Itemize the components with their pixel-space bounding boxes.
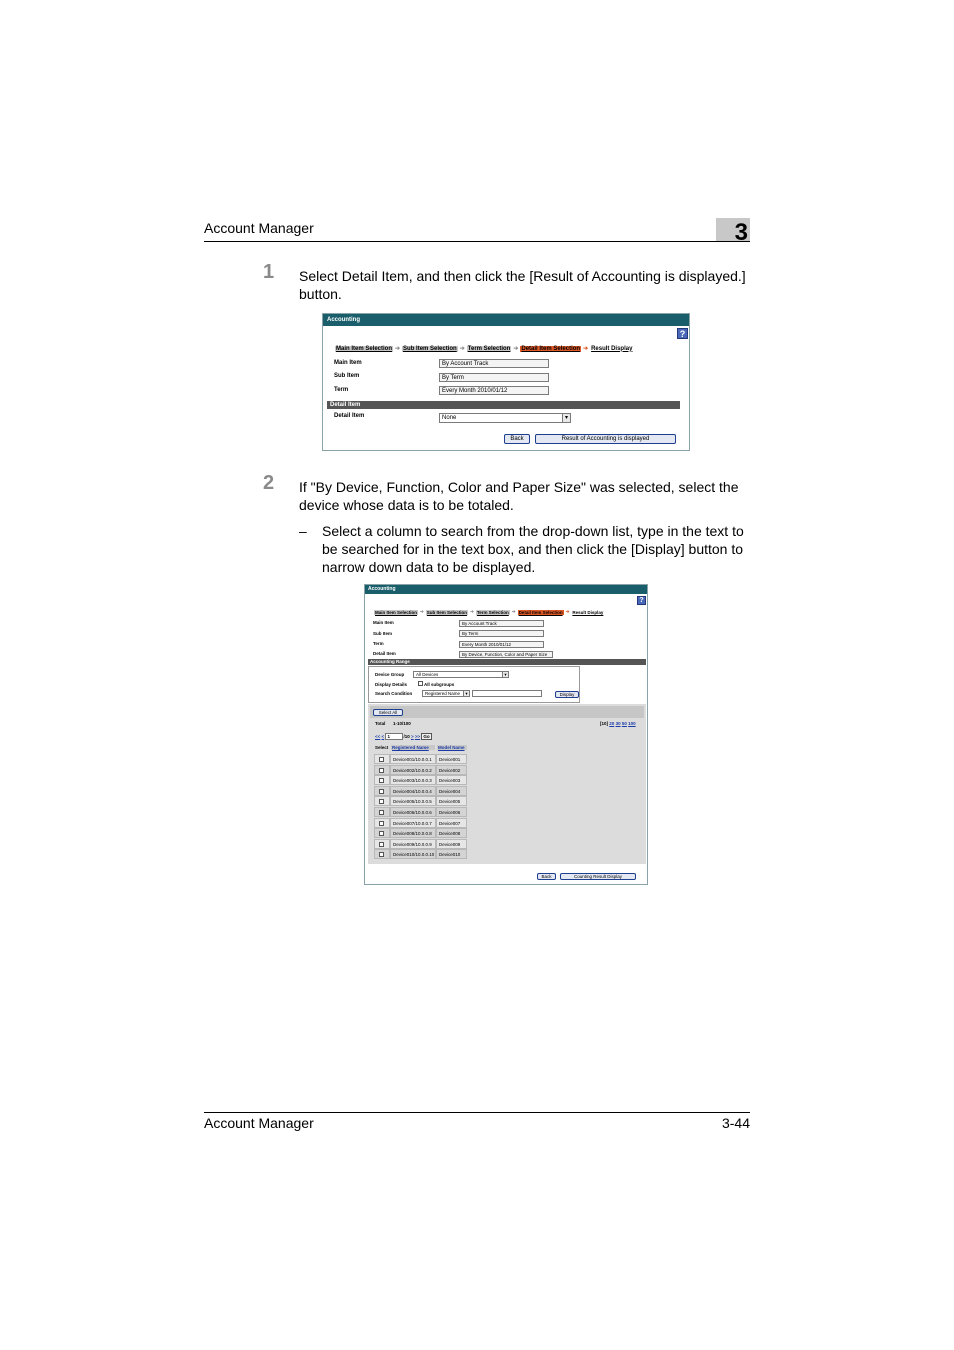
display-details-label: Display Details [375, 682, 408, 687]
arrow-right-icon: ➔ [511, 609, 516, 614]
crumb-result-display: Result Display [591, 345, 633, 352]
all-subgroups-checkbox[interactable] [418, 681, 423, 686]
pager-next[interactable]: > [410, 734, 414, 739]
screen-titlebar: Accounting [323, 314, 689, 326]
page-size-100[interactable]: 100 [628, 721, 636, 726]
row-registered-name: Device003/10.0.0.3 [390, 775, 436, 785]
chevron-down-icon: ▾ [562, 414, 570, 422]
sub-item-label: Sub Item [373, 631, 393, 636]
row-select-cell [374, 849, 390, 859]
breadcrumb [335, 345, 633, 352]
detail-item-label: Detail Item [373, 651, 396, 656]
help-icon[interactable]: ? [677, 328, 688, 339]
crumb-detail-item[interactable]: Detail Item Selection [518, 609, 563, 615]
row-registered-name: Device008/10.0.0.8 [390, 828, 436, 838]
row-registered-name: Device007/10.0.0.7 [390, 818, 436, 828]
device-group-selected: All Devices [416, 672, 439, 677]
running-footer-title: Account Manager [204, 1115, 314, 1131]
pager-go-button[interactable]: Go [423, 734, 430, 739]
pager-first[interactable]: << [375, 734, 381, 739]
detail-item-label: Detail Item [334, 413, 365, 419]
list-toolbar [370, 706, 644, 718]
main-item-value: By Account Track [459, 620, 544, 627]
detail-item-value: By Device, Function, Color and Paper Size [459, 651, 553, 658]
row-model-name: Device003 [436, 775, 467, 785]
page-size-options [600, 721, 636, 726]
crumb-detail-item[interactable]: Detail Item Selection [521, 345, 581, 352]
page-size-30[interactable]: 30 [615, 721, 621, 726]
page-size-50[interactable]: 50 [621, 721, 627, 726]
accounting-screen-detail-item [322, 313, 690, 451]
back-button[interactable]: Back [537, 873, 556, 880]
row-select-cell [374, 786, 390, 796]
row-select-checkbox[interactable] [379, 831, 384, 836]
crumb-term[interactable]: Term Selection [476, 609, 509, 615]
row-select-cell [374, 765, 390, 775]
row-select-checkbox[interactable] [379, 768, 384, 773]
row-select-cell [374, 818, 390, 828]
row-select-cell [374, 775, 390, 785]
row-select-checkbox[interactable] [379, 810, 384, 815]
step-1-number: 1 [263, 261, 275, 283]
search-column-select[interactable] [422, 690, 470, 697]
row-registered-name: Device002/10.0.0.2 [390, 765, 436, 775]
main-item-label: Main Item [373, 620, 394, 625]
arrow-right-icon: ➔ [459, 346, 465, 352]
sub-item-value: By Term [459, 630, 544, 637]
row-select-cell [374, 754, 390, 764]
row-model-name: Device007 [436, 818, 467, 828]
row-registered-name: Device006/10.0.0.6 [390, 807, 436, 817]
step-2-number: 2 [263, 472, 275, 494]
accounting-screen-device-select [364, 584, 648, 885]
row-select-checkbox[interactable] [379, 757, 384, 762]
crumb-sub-item[interactable]: Sub Item Selection [403, 345, 457, 352]
term-label: Term [373, 641, 384, 646]
section-header-detail-item: Detail Item [327, 401, 680, 409]
pager-page-input[interactable]: 1 [385, 733, 403, 740]
search-column-selected: Registered Name [425, 691, 461, 696]
row-registered-name: Device001/10.0.0.1 [390, 754, 436, 764]
crumb-result-display: Result Display [572, 609, 604, 615]
header-rule [204, 241, 750, 242]
display-button[interactable]: Display [555, 691, 579, 698]
bullet-dash: – [299, 523, 307, 539]
help-icon[interactable]: ? [637, 596, 646, 605]
arrow-right-icon: ➔ [583, 346, 589, 352]
row-registered-name: Device004/10.0.0.4 [390, 786, 436, 796]
row-select-checkbox[interactable] [379, 799, 384, 804]
arrow-right-icon: ➔ [565, 609, 570, 614]
pager-total: /10 [403, 734, 410, 739]
sub-item-value: By Term [439, 373, 549, 382]
crumb-main-item[interactable]: Main Item Selection [336, 345, 393, 352]
crumb-term[interactable]: Term Selection [467, 345, 511, 352]
page-size-current: [10] [600, 721, 609, 726]
instruction-bullet [299, 522, 749, 576]
select-all-button[interactable]: Select All [373, 709, 403, 716]
section-header-accounting-range: Accounting Range [368, 659, 646, 665]
row-select-checkbox[interactable] [379, 778, 384, 783]
result-of-accounting-button[interactable]: Result of Accounting is displayed [535, 434, 676, 444]
chevron-down-icon: ▾ [502, 672, 508, 677]
row-select-checkbox[interactable] [379, 789, 384, 794]
device-group-label: Device Group [375, 672, 405, 677]
row-select-cell [374, 828, 390, 838]
arrow-right-icon: ➔ [513, 346, 519, 352]
sub-item-label: Sub Item [334, 373, 360, 379]
arrow-right-icon: ➔ [470, 609, 474, 614]
row-select-checkbox[interactable] [379, 842, 384, 847]
main-item-label: Main Item [334, 360, 362, 366]
back-button[interactable]: Back [504, 434, 530, 444]
total-value: 1-10/100 [393, 721, 411, 726]
chapter-badge [716, 218, 750, 246]
step-1-text: Select Detail Item, and then click the [Result of Accounting is displayed.] button. [299, 268, 746, 302]
chevron-down-icon: ▾ [463, 691, 469, 696]
term-value: Every Month 2010/01/12 [459, 641, 544, 648]
crumb-main-item[interactable]: Main Item Selection [375, 609, 418, 615]
crumb-sub-item[interactable]: Sub Item Selection [426, 609, 468, 615]
row-select-checkbox[interactable] [379, 821, 384, 826]
step-2-text: If "By Device, Function, Color and Paper Size" was selected, select the device whose data is to be totaled. [299, 479, 739, 513]
row-model-name: Device010 [436, 849, 467, 859]
column-header-registered-name[interactable]: Registered Name [391, 745, 435, 750]
counting-result-display-button[interactable]: Counting Result Display [560, 873, 636, 880]
search-condition-label: Search Condition [375, 691, 413, 696]
pager [375, 733, 432, 740]
row-model-name: Device001 [436, 754, 467, 764]
arrow-right-icon: ➔ [395, 346, 401, 352]
detail-item-selected: None [442, 415, 457, 421]
device-group-select[interactable] [413, 671, 509, 678]
row-model-name: Device005 [436, 796, 467, 806]
row-registered-name: Device009/10.0.0.9 [390, 839, 436, 849]
row-model-name: Device006 [436, 807, 467, 817]
breadcrumb [374, 609, 604, 615]
row-model-name: Device004 [436, 786, 467, 796]
pager-last[interactable]: >> [414, 734, 421, 739]
row-model-name: Device002 [436, 765, 467, 775]
column-header-select: Select [375, 745, 389, 750]
row-registered-name: Device005/10.0.0.5 [390, 796, 436, 806]
search-text-input[interactable] [472, 690, 542, 697]
arrow-right-icon: ➔ [420, 609, 424, 614]
term-label: Term [334, 387, 349, 393]
main-item-value: By Account Track [439, 359, 549, 368]
column-header-model-name[interactable]: Model Name [437, 745, 467, 750]
page-number: 3-44 [721, 1115, 750, 1131]
term-value: Every Month 2010/01/12 [439, 386, 549, 395]
row-registered-name: Device010/10.0.0.10 [390, 849, 436, 859]
row-select-cell [374, 839, 390, 849]
chapter-number: 3 [734, 219, 748, 246]
pager-prev[interactable]: < [381, 734, 385, 739]
row-select-cell [374, 807, 390, 817]
row-model-name: Device008 [436, 828, 467, 838]
row-select-checkbox[interactable] [379, 852, 384, 857]
running-header-title: Account Manager [204, 220, 314, 236]
detail-item-select[interactable] [439, 413, 571, 423]
all-subgroups-label: All subgroups [424, 682, 455, 687]
total-label: Total [375, 721, 386, 726]
page-size-20[interactable]: 20 [609, 721, 615, 726]
row-model-name: Device009 [436, 839, 467, 849]
footer-rule [204, 1112, 750, 1113]
instruction-text: Select a column to search from the drop-down list, type in the text to be searched for in the text box, and then click the [Display] button to narrow down data to be displayed. [322, 523, 744, 575]
screen-titlebar: Accounting [365, 585, 647, 594]
row-select-cell [374, 796, 390, 806]
